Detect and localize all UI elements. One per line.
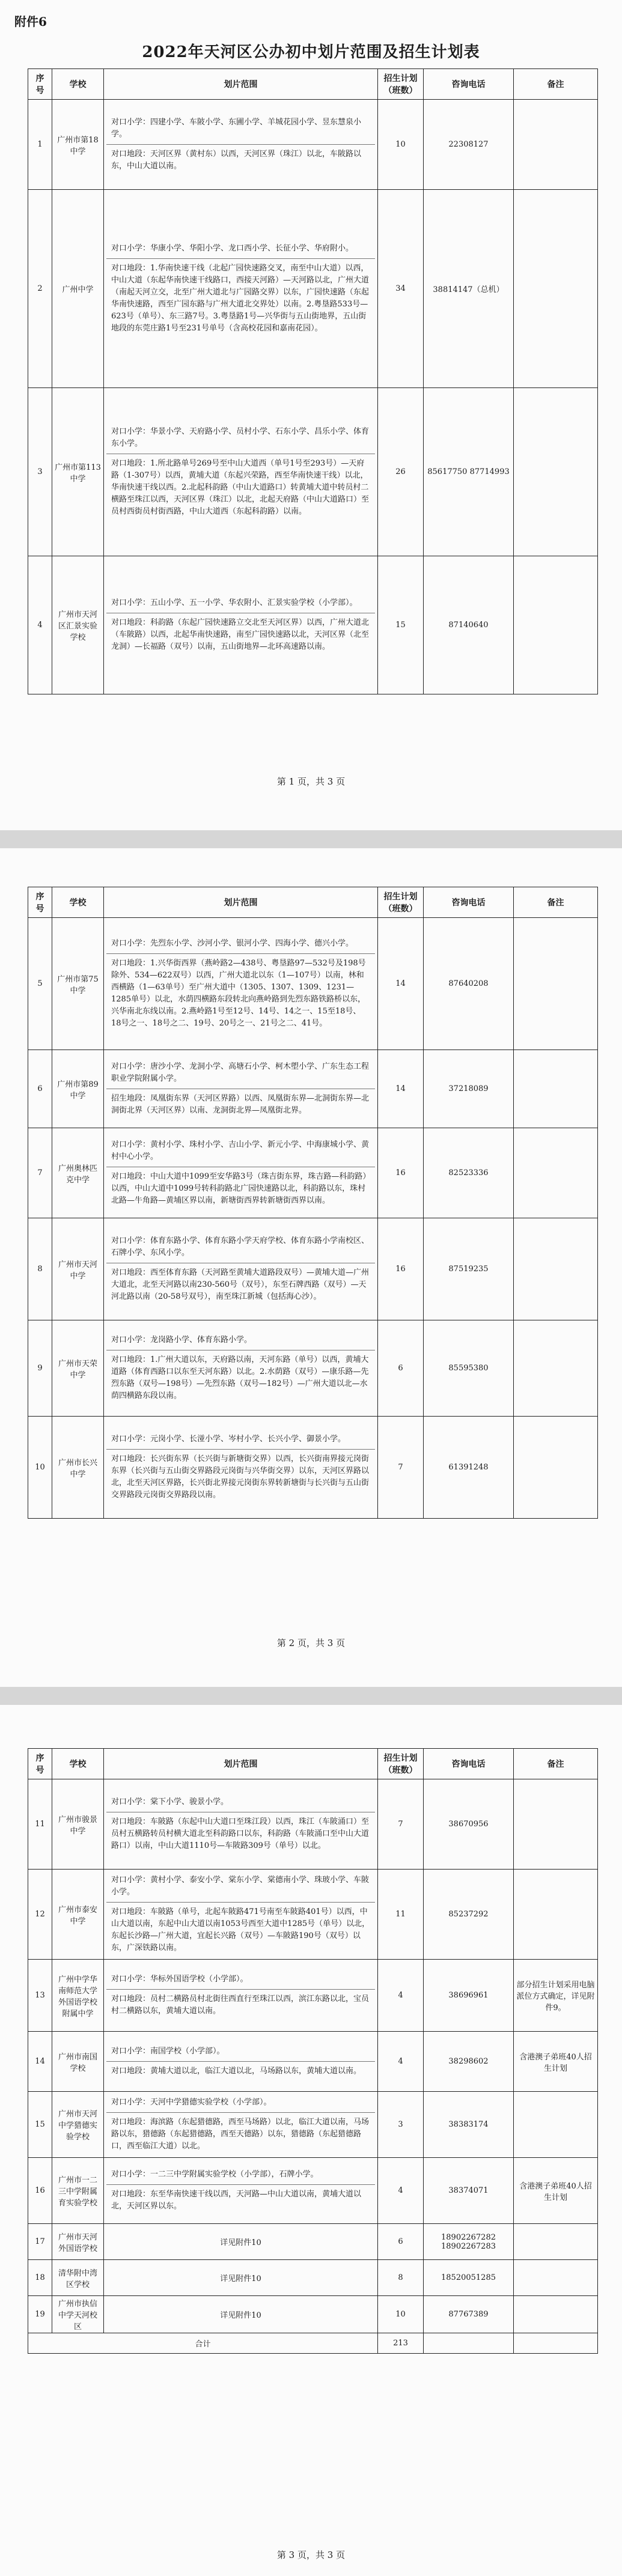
row-school: 广州市第18中学 [52, 100, 104, 190]
row-remark [514, 2092, 598, 2158]
table-row [28, 1128, 598, 1218]
row-school: 广州市天河中学 [52, 1218, 104, 1320]
row-phone: 85237292 [424, 1870, 514, 1960]
row-zone: 对口小学：华康小学、华阳小学、龙口西小学、长征小学、华府附小。 对口地段：1.华南快速干线（北起广园快速路交叉，南至中山大道）以西，中山大道（东起华南快速干线路口，西接天河路）—天河路以北，广州大道（南起天河立交，北至广州大道北与广园路交界）以东，广园快速路（东起华南快速路，西至广园东路与广州大道北交界处）以南。2.粤垦路533号—623号（单号）、东三路7号。3.粤垦路1号—兴华街与五山街地界，五山街地段的东莞庄路1号至231号单号（含高校花园和嘉南花园）。 [104, 190, 378, 388]
header-phone: 咨询电话 [424, 887, 514, 918]
row-plan: 4 [378, 2032, 424, 2092]
row-plan: 4 [378, 1960, 424, 2032]
enrollment-table-page-2 [28, 887, 598, 1519]
row-phone: 85595380 [424, 1320, 514, 1417]
row-plan: 6 [378, 2224, 424, 2260]
row-remark: 部分招生计划采用电脑派位方式确定，详见附件9。 [514, 1960, 598, 2032]
row-phone: 87140640 [424, 556, 514, 694]
row-zone: 对口小学：一二三中学附属实验学校（小学部），石牌小学。 对口地段：东至华南快速干线以西，天河路—中山大道以南，黄埔大道以北，天河区界以东。 [104, 2158, 378, 2224]
enrollment-table-page-3 [28, 1748, 598, 2354]
row-no: 7 [28, 1128, 52, 1218]
row-school: 广州市第75中学 [52, 918, 104, 1050]
row-zone: 对口小学：南国学校（小学部）。 对口地段：黄埔大道以北，临江大道以北，马场路以东，黄埔大道以南。 [104, 2032, 378, 2092]
table-header-row [28, 887, 598, 918]
attachment-label: 附件6 [14, 14, 47, 29]
row-phone: 38670956 [424, 1779, 514, 1870]
row-remark [514, 388, 598, 556]
row-no: 18 [28, 2260, 52, 2296]
row-plan: 8 [378, 2260, 424, 2296]
row-no: 19 [28, 2296, 52, 2333]
row-no: 4 [28, 556, 52, 694]
row-zone: 详见附件10 [104, 2296, 378, 2333]
row-remark [514, 1218, 598, 1320]
row-zone: 对口小学：黄村小学、泰安小学、棠东小学、棠德南小学、珠玻小学、车陂小学。 对口地段：车陂路（单号，北起车陂路471号南至车陂路401号）以西，中山大道以南，东起中山大道以南1053号西至大道中1285号（单号）以北，东起长沙路—广州大道，宜起长兴路（双号）—车陂路190号（双号）以东，广深铁路以南。 [104, 1870, 378, 1960]
row-remark [514, 1779, 598, 1870]
row-no: 5 [28, 918, 52, 1050]
row-zone: 对口小学：唐沙小学、龙洞小学、高塘石小学、柯木塱小学、广东生态工程职业学院附属小学。 招生地段：凤凰街东界（天河区界路）以西、凤凰街东界—北洞街东界—北洞街北界（天河区界）以南、龙洞街北界—凤凰街北界。 [104, 1050, 378, 1128]
row-phone: 22308127 [424, 100, 514, 190]
total-row [28, 2333, 598, 2354]
header-zone: 划片范围 [104, 69, 378, 100]
row-plan: 3 [378, 2092, 424, 2158]
table-row [28, 2296, 598, 2333]
row-remark [514, 556, 598, 694]
row-phone: 18520051285 [424, 2260, 514, 2296]
row-plan: 6 [378, 1320, 424, 1417]
row-phone: 61391248 [424, 1417, 514, 1519]
row-school: 广州市第113中学 [52, 388, 104, 556]
document-page-2 [0, 848, 622, 1687]
row-remark [514, 1870, 598, 1960]
row-plan: 7 [378, 1417, 424, 1519]
table-row [28, 388, 598, 556]
row-no: 8 [28, 1218, 52, 1320]
header-zone: 划片范围 [104, 887, 378, 918]
enrollment-table-page-1 [28, 68, 598, 694]
row-no: 11 [28, 1779, 52, 1870]
row-school: 广州市执信中学天河校区 [52, 2296, 104, 2333]
row-no: 9 [28, 1320, 52, 1417]
row-plan: 4 [378, 2158, 424, 2224]
row-no: 15 [28, 2092, 52, 2158]
row-zone: 对口小学：体育东路小学、体育东路小学天府学校、体育东路小学南校区、石牌小学、东风小学。 对口地段：西至体育东路（天河路至黄埔大道路段双号）—黄埔大道—广州大道北，北至天河路以南230-560号（双号），东至石牌西路（双号）—天河北路以南（20-58号双号），南至珠江新城（包括海心沙）。 [104, 1218, 378, 1320]
row-school: 广州中学 [52, 190, 104, 388]
row-school: 广州市长兴中学 [52, 1417, 104, 1519]
row-zone: 对口小学：棠下小学、骏景小学。 对口地段：车陂路（东起中山大道口至珠江段）以西，珠江（车陂涌口）至员村五横路转员村横大道北至科韵路口以东，科韵路（车陂涌口至中山大道路口）以南，中山大道1110号—车陂路309号（单号）以北。 [104, 1779, 378, 1870]
row-remark: 含港澳子弟班40人招生计划 [514, 2158, 598, 2224]
row-remark [514, 1128, 598, 1218]
row-school: 清华附中湾区学校 [52, 2260, 104, 2296]
table-header-row [28, 1749, 598, 1779]
row-phone: 38814147（总机） [424, 190, 514, 388]
header-remark: 备注 [514, 887, 598, 918]
row-school: 广州市天河外国语学校 [52, 2224, 104, 2260]
row-school: 广州市天河区汇景实验学校 [52, 556, 104, 694]
table-row [28, 1417, 598, 1519]
header-remark: 备注 [514, 69, 598, 100]
table-row [28, 190, 598, 388]
row-school: 广州中学华南师范大学外国语学校附属中学 [52, 1960, 104, 2032]
row-phone: 38298602 [424, 2032, 514, 2092]
row-remark [514, 2260, 598, 2296]
table-row [28, 100, 598, 190]
row-zone: 对口小学：先烈东小学、沙河小学、银河小学、四海小学、德兴小学。 对口地段：1.兴华街西界（燕岭路2—438号、粤垦路97—532号及198号除外、534—622双号）以西，广州大道北以东（1—107号）以南，林和西横路（1—63单号）至广州大道中（1305、1307、1309、1231—1285单号）以北，水荫四横路东段转北向燕岭路到先烈东路铁路桥以东，兴华南北东线以南。2.燕岭路1号至12号、14号、14之一、15至18号、18号之一、18号之二、19号、20号之一、21号之二、41号。 [104, 918, 378, 1050]
table-header-row [28, 69, 598, 100]
row-plan: 14 [378, 1050, 424, 1128]
row-school: 广州市骏景中学 [52, 1779, 104, 1870]
header-phone: 咨询电话 [424, 69, 514, 100]
header-plan: 招生计划 （班数） [378, 1749, 424, 1779]
row-no: 3 [28, 388, 52, 556]
row-zone: 对口小学：五山小学、五一小学、华农附小、汇景实验学校（小学部）。 对口地段：科韵路（东起广园快速路立交北至天河区界）以西，广州大道北（车陂路）以西，北起华南快速路，南至广园快速路以北，天河区界（北至龙洞）—长福路（双号）以南，五山街地界—北环高速路以南。 [104, 556, 378, 694]
page-title: 2022年天河区公办初中划片范围及招生计划表 [142, 43, 480, 61]
row-no: 6 [28, 1050, 52, 1128]
row-phone: 38696961 [424, 1960, 514, 2032]
row-zone: 对口小学：四建小学、车陂小学、东圃小学、羊城花园小学、昱东慧泉小学。 对口地段：天河区界（黄村东）以西，天河区界（珠江）以北，车陂路以东，中山大道以南。 [104, 100, 378, 190]
document-page-3 [0, 1705, 622, 2576]
table-row [28, 1218, 598, 1320]
row-zone: 对口小学：华标外国语学校（小学部）。 对口地段：员村二横路员村北街往西直行至珠江以西，滨江东路以北，宝员村二横路以东，黄埔大道以南。 [104, 1960, 378, 2032]
table-row [28, 1050, 598, 1128]
table-row [28, 1870, 598, 1960]
row-zone: 对口小学：龙岗路小学、体育东路小学。 对口地段：1.广州大道以东，天府路以南，天河东路（单号）以西，黄埔大道路（体育西路口以东至天河东路）以北。2.水荫路（双号）—康乐路—先烈东路（双号—198号）—先烈东路（双号—182号）—广州大道以北—水荫四横路东段以南。 [104, 1320, 378, 1417]
row-phone: 87767389 [424, 2296, 514, 2333]
table-row [28, 1320, 598, 1417]
row-no: 1 [28, 100, 52, 190]
header-no: 序 号 [28, 69, 52, 100]
row-no: 12 [28, 1870, 52, 1960]
header-school: 学校 [52, 1749, 104, 1779]
header-phone: 咨询电话 [424, 1749, 514, 1779]
row-phone: 82523336 [424, 1128, 514, 1218]
row-plan: 11 [378, 1870, 424, 1960]
row-remark: 含港澳子弟班40人招生计划 [514, 2032, 598, 2092]
row-school: 广州市天荣中学 [52, 1320, 104, 1417]
page-footer: 第 1 页，共 3 页 [276, 776, 346, 787]
row-no: 17 [28, 2224, 52, 2260]
table-row [28, 2158, 598, 2224]
row-phone: 38374071 [424, 2158, 514, 2224]
row-plan: 34 [378, 190, 424, 388]
row-zone: 详见附件10 [104, 2260, 378, 2296]
row-zone: 详见附件10 [104, 2224, 378, 2260]
header-plan: 招生计划 （班数） [378, 887, 424, 918]
row-school: 广州市第89中学 [52, 1050, 104, 1128]
row-phone: 87519235 [424, 1218, 514, 1320]
table-row [28, 2260, 598, 2296]
row-zone: 对口小学：华景小学、天府路小学、员村小学、石东小学、昌乐小学、体育东小学。 对口地段：1.所北路单号269号至中山大道西（单号1号至293号）—天府路（1-307号）以西，黄埔大道（东起兴荣路，西至华南快速干线）以北，华南快速干线以西。2.北起科韵路（中山大道路口）转黄埔大道中转员村二横路至珠江以西，天河区界（珠江）以北，北起天府路（中山大道路口）至员村西街员村街西路，中山大道西（东起科韵路）以南。 [104, 388, 378, 556]
row-no: 13 [28, 1960, 52, 2032]
row-plan: 26 [378, 388, 424, 556]
row-school: 广州市一二三中学附属育实验学校 [52, 2158, 104, 2224]
row-remark [514, 2224, 598, 2260]
row-phone: 38383174 [424, 2092, 514, 2158]
header-zone: 划片范围 [104, 1749, 378, 1779]
header-remark: 备注 [514, 1749, 598, 1779]
row-no: 14 [28, 2032, 52, 2092]
document-page-1 [0, 0, 622, 830]
row-phone: 18902267282 18902267283 [424, 2224, 514, 2260]
row-remark [514, 918, 598, 1050]
row-plan: 16 [378, 1128, 424, 1218]
header-plan: 招生计划 （班数） [378, 69, 424, 100]
row-remark [514, 190, 598, 388]
header-school: 学校 [52, 887, 104, 918]
row-plan: 15 [378, 556, 424, 694]
page-footer: 第 3 页，共 3 页 [276, 2550, 346, 2560]
row-school: 广州奥林匹克中学 [52, 1128, 104, 1218]
row-plan: 10 [378, 100, 424, 190]
table-row [28, 556, 598, 694]
row-school: 广州市南国学校 [52, 2032, 104, 2092]
table-row [28, 918, 598, 1050]
page-footer: 第 2 页，共 3 页 [276, 1638, 346, 1648]
header-no: 序 号 [28, 887, 52, 918]
row-school: 广州市天河中学猎德实验学校 [52, 2092, 104, 2158]
row-zone: 对口小学：天河中学猎德实验学校（小学部）。 对口地段：海滨路（东起猎德路，西至马场路）以北，临江大道以南，马场路以东，猎德路（东起猎德路，西至天德路）以东，猎德路（东起猎德路口，西至临江大道）以北。 [104, 2092, 378, 2158]
row-remark [514, 100, 598, 190]
total-phone-empty [424, 2333, 514, 2354]
row-phone: 37218089 [424, 1050, 514, 1128]
row-no: 2 [28, 190, 52, 388]
row-remark [514, 1417, 598, 1519]
row-no: 10 [28, 1417, 52, 1519]
table-row [28, 1960, 598, 2032]
row-plan: 14 [378, 918, 424, 1050]
row-remark [514, 1320, 598, 1417]
row-phone: 87640208 [424, 918, 514, 1050]
row-phone: 85617750 87714993 [424, 388, 514, 556]
total-plan: 213 [378, 2333, 424, 2354]
row-no: 16 [28, 2158, 52, 2224]
row-plan: 10 [378, 2296, 424, 2333]
row-zone: 对口小学：元岗小学、长湴小学、岑村小学、长兴小学、御景小学。 对口地段：长兴街东界（长兴街与新塘街交界）以西，长兴街南界接元岗街东界（长兴街与五山街交界路段元岗街与兴华街交界）以东，天河区界路以北，北至天河区界路，长兴街北界接元岗街东界转新塘街与长兴街与五山街交界路段元岗街交界路段以南。 [104, 1417, 378, 1519]
table-row [28, 2224, 598, 2260]
row-school: 广州市泰安中学 [52, 1870, 104, 1960]
row-plan: 7 [378, 1779, 424, 1870]
row-remark [514, 2296, 598, 2333]
total-label: 合计 [28, 2333, 378, 2354]
header-no: 序 号 [28, 1749, 52, 1779]
table-row [28, 2092, 598, 2158]
header-school: 学校 [52, 69, 104, 100]
row-remark [514, 1050, 598, 1128]
row-zone: 对口小学：黄村小学、珠村小学、吉山小学、新元小学、中海康城小学、黄村中心小学。 对口地段：中山大道中1099至安华路3号（珠吉街东界，珠吉路—科韵路）以西，中山大道中1099号转科韵路北广园快速路以北，科韵路以东，珠村北路—牛角路—黄埔区界以南，新塘街西界转新塘街西界以南。 [104, 1128, 378, 1218]
table-row [28, 1779, 598, 1870]
row-plan: 16 [378, 1218, 424, 1320]
total-remark-empty [514, 2333, 598, 2354]
table-row [28, 2032, 598, 2092]
